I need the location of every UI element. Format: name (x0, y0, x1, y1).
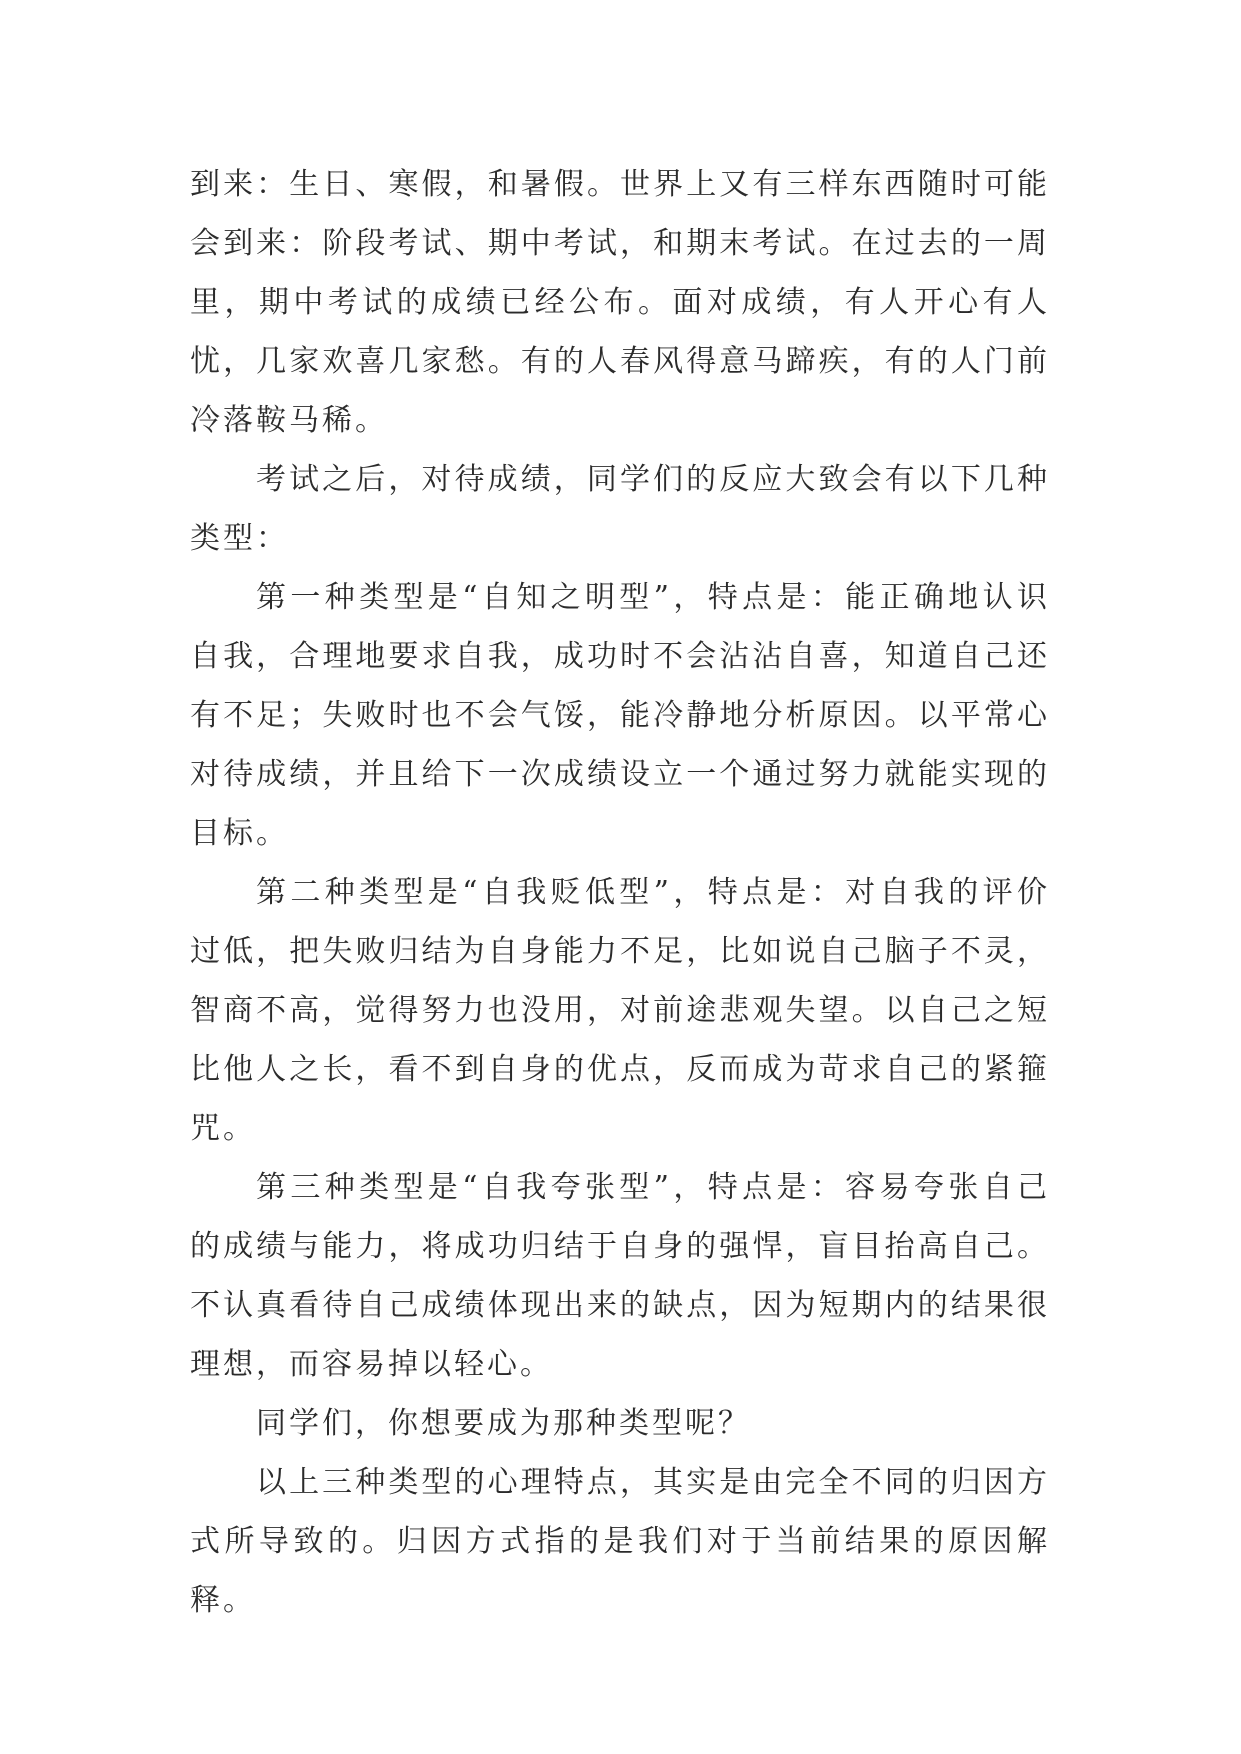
document-body (190, 155, 1050, 1630)
paragraph-attribution: 以上三种类型的心理特点，其实是由完全不同的归因方式所导致的。归因方式指的是我们对于当前结果的原因解释。 (190, 1465, 1050, 1618)
paragraph-type-two: 第二种类型是“自我贬低型”，特点是：对自我的评价过低，把失败归结为自身能力不足，比如说自己脑子不灵，智商不高，觉得努力也没用，对前途悲观失望。以自己之短比他人之长，看不到自身的优点，反而成为苛求自己的紧箍咒。 (190, 875, 1050, 1146)
paragraph-continuation: 到来：生日、寒假，和暑假。世界上又有三样东西随时可能会到来：阶段考试、期中考试，和期末考试。在过去的一周里，期中考试的成绩已经公布。面对成绩，有人开心有人忧，几家欢喜几家愁。有的人春风得意马蹄疾，有的人门前冷落鞍马稀。 (190, 167, 1050, 438)
paragraph-type-one: 第一种类型是“自知之明型”，特点是：能正确地认识自我，合理地要求自我，成功时不会沾沾自喜，知道自己还有不足；失败时也不会气馁，能冷静地分析原因。以平常心对待成绩，并且给下一次成绩设立一个通过努力就能实现的目标。 (190, 580, 1050, 851)
paragraph-type-three: 第三种类型是“自我夸张型”，特点是：容易夸张自己的成绩与能力，将成功归结于自身的强悍，盲目抬高自己。不认真看待自己成绩体现出来的缺点，因为短期内的结果很理想，而容易掉以轻心。 (190, 1170, 1050, 1382)
paragraph-reactions-intro: 考试之后，对待成绩，同学们的反应大致会有以下几种类型： (190, 462, 1050, 556)
paragraph-question: 同学们，你想要成为那种类型呢？ (256, 1406, 751, 1441)
